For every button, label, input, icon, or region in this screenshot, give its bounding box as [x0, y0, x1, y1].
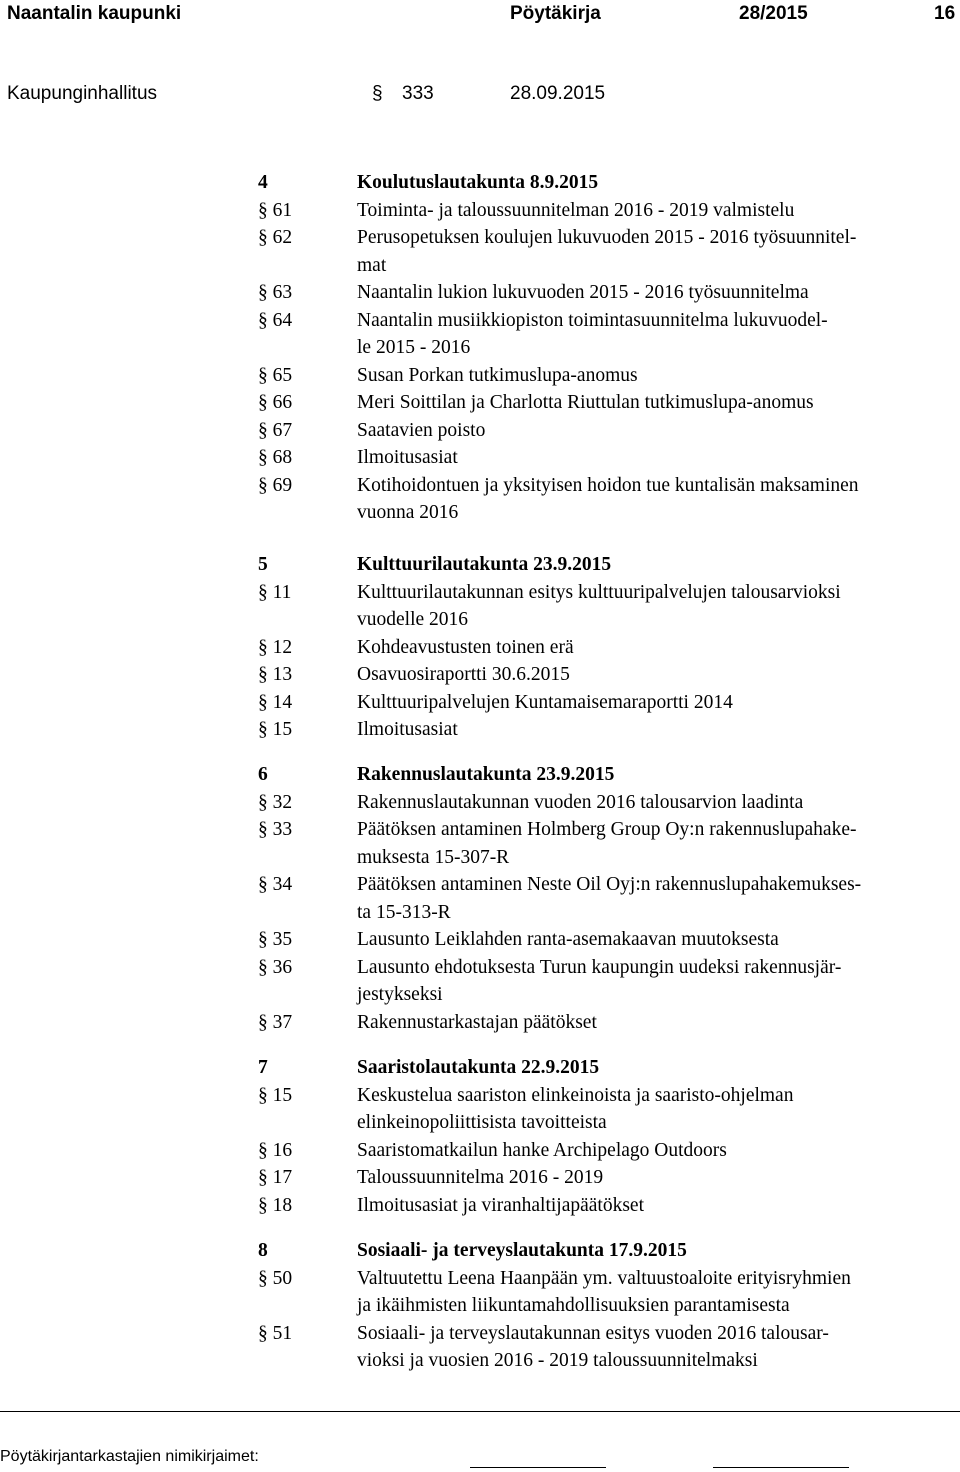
agenda-item — [0, 1164, 960, 1192]
agenda-item-title-line: Sosiaali- ja terveyslautakunnan esitys vuoden 2016 talousar- — [357, 1322, 829, 1344]
agenda-item-title-line: le 2015 - 2016 — [357, 337, 471, 358]
agenda-item — [0, 362, 960, 390]
agenda-item-section-number: § 14 — [258, 691, 293, 713]
agenda-item-title — [357, 1320, 955, 1375]
municipality-name: Naantalin kaupunki — [7, 3, 182, 24]
agenda-item-title-line: jestykseksi — [357, 984, 443, 1005]
agenda-item-section-number: § 13 — [258, 664, 293, 685]
agenda-item-title-line: Kulttuuripalvelujen Kuntamaisemaraportti 2014 — [357, 691, 733, 713]
section-heading — [0, 761, 960, 788]
agenda-item — [0, 279, 960, 307]
agenda-item — [0, 1009, 960, 1037]
agenda-item-title — [357, 1164, 955, 1192]
agenda-item-title — [357, 926, 955, 954]
agenda-item — [0, 634, 960, 662]
agenda-item-section-number: § 37 — [258, 1011, 293, 1033]
agenda-item-title-line: Päätöksen antaminen Neste Oil Oyj:n rakennuslupahakemukses- — [357, 874, 862, 895]
agenda-item-title-line: Kohdeavustusten toinen erä — [357, 636, 574, 658]
footer-label: Pöytäkirjantarkastajien nimikirjaimet: — [0, 1448, 259, 1465]
footer-divider — [0, 1411, 960, 1412]
agenda-item — [0, 816, 960, 871]
agenda-item-title-line: Päätöksen antaminen Holmberg Group Oy:n rakennuslupahake- — [357, 819, 857, 840]
agenda-item-section-number: § 34 — [258, 874, 293, 895]
agenda-item-title — [357, 634, 955, 662]
agenda-item-title — [357, 789, 955, 817]
agenda-item-section-number: § 18 — [258, 1194, 293, 1216]
section-heading-title: Koulutuslautakunta 8.9.2015 — [357, 172, 599, 193]
agenda-item-title-line: Naantalin lukion lukuvuoden 2015 - 2016 työsuunnitelma — [357, 282, 809, 303]
agenda-item — [0, 417, 960, 445]
section-heading-title: Sosiaali- ja terveyslautakunta 17.9.2015 — [357, 1240, 687, 1261]
signature-line-2 — [713, 1467, 849, 1468]
agenda-item-title-line: Keskustelua saariston elinkeinoista ja saaristo-ohjelman — [357, 1084, 794, 1106]
agenda-item-section-number: § 61 — [258, 199, 293, 221]
agenda-item-title-line: Kotihoidontuen ja yksityisen hoidon tue kuntalisän maksaminen — [357, 474, 859, 496]
agenda-item-section-number: § 15 — [258, 1084, 293, 1106]
document-type: Pöytäkirja — [510, 3, 601, 24]
agenda-item-title-line: Susan Porkan tutkimuslupa-anomus — [357, 364, 638, 386]
signature-line-1 — [470, 1467, 606, 1468]
agenda-item-section-number: § 33 — [258, 819, 293, 840]
agenda-item-section-number: § 15 — [258, 719, 293, 740]
agenda-item — [0, 661, 960, 689]
agenda-item — [0, 307, 960, 362]
section-heading-title: Saaristolautakunta 22.9.2015 — [357, 1057, 600, 1078]
agenda-item-title-line: Toiminta- ja taloussuunnitelman 2016 - 2019 valmistelu — [357, 199, 795, 221]
agenda-item-title-line: ta 15-313-R — [357, 901, 451, 923]
agenda-item-section-number: § 69 — [258, 474, 293, 496]
agenda-item-title — [357, 579, 955, 634]
agenda-item-section-number: § 63 — [258, 282, 293, 303]
section-heading-title: Kulttuurilautakunta 23.9.2015 — [357, 554, 612, 575]
agenda-item — [0, 926, 960, 954]
agenda-item-title — [357, 1009, 955, 1037]
agenda-item-title-line: Rakennuslautakunnan vuoden 2016 talousarvion laadinta — [357, 791, 804, 813]
agenda-item-title — [357, 954, 955, 1009]
agenda-item-section-number: § 64 — [258, 309, 293, 331]
agenda-item-title-line: Ilmoitusasiat — [357, 719, 458, 740]
agenda-item-section-number: § 51 — [258, 1322, 293, 1344]
agenda-item-title-line: Taloussuunnitelma 2016 - 2019 — [357, 1167, 604, 1188]
agenda-item-title — [357, 362, 955, 390]
agenda-item-title-line: Saaristomatkailun hanke Archipelago Outdoors — [357, 1139, 727, 1161]
agenda-item-title-line: Lausunto Leiklahden ranta-asemakaavan muutoksesta — [357, 929, 779, 950]
agenda-item-title — [357, 224, 955, 279]
section-heading-number: 5 — [258, 554, 268, 575]
section-heading-title: Rakennuslautakunta 23.9.2015 — [357, 764, 615, 785]
agenda-item — [0, 444, 960, 472]
agenda-item-section-number: § 16 — [258, 1139, 293, 1161]
agenda-item — [0, 472, 960, 527]
page-header — [0, 0, 960, 30]
meeting-subheader — [0, 80, 960, 110]
agenda-item-section-number: § 32 — [258, 791, 293, 813]
section-symbol: § — [372, 83, 383, 104]
agenda-item-title — [357, 689, 955, 717]
agenda-item — [0, 789, 960, 817]
agenda-item — [0, 197, 960, 225]
agenda-item-title-line: vioksi ja vuosien 2016 - 2019 taloussuunnitelmaksi — [357, 1350, 758, 1371]
agenda-item-title — [357, 279, 955, 307]
agenda-item-title — [357, 1192, 955, 1220]
agenda-item-title-line: Kulttuurilautakunnan esitys kulttuuripalvelujen talousarvioksi — [357, 581, 841, 603]
agenda-item-title-line: mat — [357, 254, 387, 276]
agenda-item-title — [357, 1082, 955, 1137]
agenda-item-title — [357, 444, 955, 472]
agenda-item-title-line: Lausunto ehdotuksesta Turun kaupungin uudeksi rakennusjär- — [357, 956, 842, 978]
agenda-item-title-line: Osavuosiraportti 30.6.2015 — [357, 664, 570, 685]
agenda-item-title-line: Meri Soittilan ja Charlotta Riuttulan tutkimuslupa-anomus — [357, 392, 814, 413]
agenda-item-title-line: elinkeinopoliittisista tavoitteista — [357, 1112, 607, 1133]
agenda-item — [0, 1137, 960, 1165]
agenda-item-section-number: § 17 — [258, 1167, 293, 1188]
agenda-item-title-line: Naantalin musiikkiopiston toimintasuunnitelma lukuvuodel- — [357, 309, 828, 331]
agenda-item-title-line: Valtuutettu Leena Haanpään ym. valtuustoaloite erityisryhmien — [357, 1267, 851, 1289]
section-heading — [0, 169, 960, 196]
agenda-item-title-line: Ilmoitusasiat — [357, 447, 458, 468]
agenda-item-section-number: § 68 — [258, 447, 293, 468]
agenda-item-title-line: ja ikäihmisten liikuntamahdollisuuksien parantamisesta — [357, 1295, 790, 1316]
agenda-item-title-line: Rakennustarkastajan päätökset — [357, 1011, 597, 1033]
meeting-date: 28.09.2015 — [510, 83, 606, 104]
agenda-item — [0, 224, 960, 279]
agenda-item — [0, 389, 960, 417]
agenda-item-title-line: vuonna 2016 — [357, 502, 459, 523]
agenda-item-title-line: Saatavien poisto — [357, 419, 486, 441]
document-number: 28/2015 — [739, 3, 808, 24]
section-heading-number: 6 — [258, 764, 268, 785]
agenda-item-title-line: Perusopetuksen koulujen lukuvuoden 2015 - 2016 työsuunnitel- — [357, 227, 857, 248]
agenda-item-section-number: § 35 — [258, 929, 293, 950]
agenda-item-title — [357, 816, 955, 871]
agenda-item-section-number: § 65 — [258, 364, 293, 386]
section-heading-number: 4 — [258, 172, 268, 193]
agenda-item — [0, 689, 960, 717]
section-heading-number: 8 — [258, 1240, 268, 1261]
section-heading — [0, 551, 960, 578]
section-heading — [0, 1054, 960, 1081]
section-heading — [0, 1237, 960, 1264]
agenda-item — [0, 1082, 960, 1137]
agenda-item-title — [357, 871, 955, 926]
page-number: 16 — [934, 3, 956, 24]
section-heading-number: 7 — [258, 1057, 268, 1078]
agenda-item-section-number: § 36 — [258, 956, 293, 978]
agenda-item-section-number: § 12 — [258, 636, 293, 658]
agenda-item-section-number: § 11 — [258, 581, 292, 603]
agenda-item-title — [357, 716, 955, 744]
agenda-item-title — [357, 661, 955, 689]
agenda-item — [0, 871, 960, 926]
agenda-item — [0, 1192, 960, 1220]
agenda-item-title-line: Ilmoitusasiat ja viranhaltijapäätökset — [357, 1194, 644, 1216]
agenda-item-section-number: § 50 — [258, 1267, 293, 1289]
agenda-item-title-line: vuodelle 2016 — [357, 609, 469, 630]
agenda-item-section-number: § 62 — [258, 227, 293, 248]
agenda-item — [0, 579, 960, 634]
agenda-item-title — [357, 417, 955, 445]
agenda-item-title — [357, 1137, 955, 1165]
agenda-item-title — [357, 197, 955, 225]
agenda-item-title — [357, 472, 955, 527]
agenda-item-title-line: muksesta 15-307-R — [357, 846, 510, 868]
agenda-item-section-number: § 67 — [258, 419, 293, 441]
agenda-item-title — [357, 389, 955, 417]
section-number: 333 — [402, 83, 434, 104]
agenda-item — [0, 716, 960, 744]
governing-body: Kaupunginhallitus — [7, 83, 158, 104]
agenda-item — [0, 954, 960, 1009]
agenda-item — [0, 1265, 960, 1320]
agenda-item-section-number: § 66 — [258, 392, 293, 413]
agenda-item — [0, 1320, 960, 1375]
agenda-item-title — [357, 1265, 955, 1320]
agenda-item-title — [357, 307, 955, 362]
